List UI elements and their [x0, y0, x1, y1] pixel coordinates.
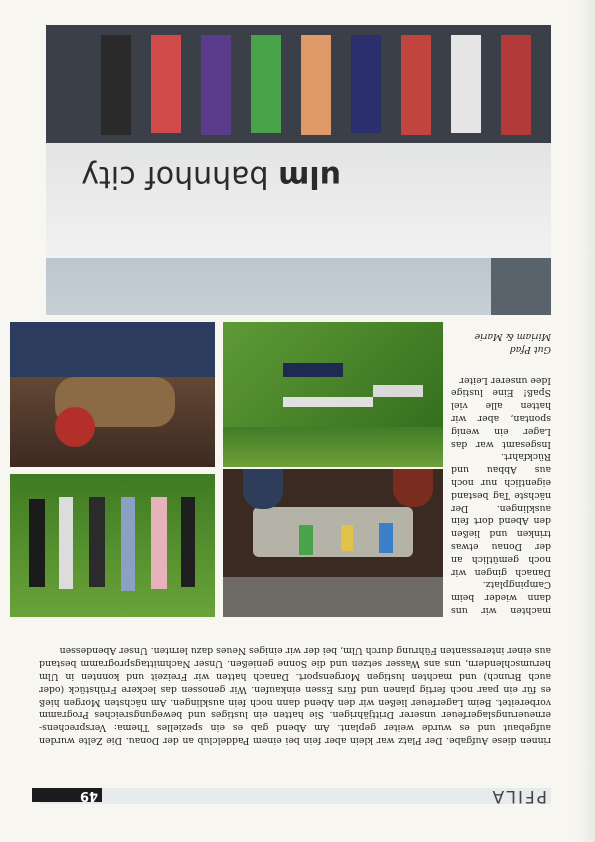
article-body [39, 644, 551, 746]
banner-text-bold: ulm [278, 159, 341, 194]
photo-dinner-table [223, 469, 443, 617]
section-label: PFILA [490, 786, 547, 806]
photo-group-at-station [46, 25, 551, 315]
station-banner [46, 142, 551, 258]
banner-text-prefix: city [81, 159, 136, 194]
header-band [39, 788, 551, 804]
banner-text [81, 159, 341, 194]
banner-text-rest: bahnhof [145, 159, 269, 194]
photo-firewood [10, 322, 215, 467]
column-paragraph: machten wir uns dann wieder beim Campingplatz. Danach gingen wir noch gemütlich an der Donau etwas trinken und ließen den Abend dort fein ausklingen. Der nächste Tag bestand eigentlich nur noch aus Abbau und Rückfahrt. Insgesamt war das Lager ein wenig spontan, aber wir hatten alle viel Spaß! Eine lustige Idee unserer Leiter [451, 374, 551, 616]
signature [451, 329, 551, 355]
article-paragraph: rinnen diese Aufgabe. Der Platz war klein aber fein bei einem Paddelclub an der Donau. Die Zelte wurden aufgebaut und es wurde weiter geplant. Am Abend gab es ein spezielles Thema: Versprechens-erneuerungslagerfeuer unserer Drittjährigen. Sie hatten ein lustiges und bewegungsreiches Programm vorbereitet. Beim Lagerfeuer ließen wir den Abend dann noch fein ausklingen. Am nächsten Morgen hieß es für ein paar noch fertig planen und fürs Essen einkaufen. Wir genossen das leckere Frühstück (oder auch Brunch) und machten lustigen Morgensport. Danach hatten wir Freizeit und konnten in Ulm herumschlendern, uns ans Wasser setzen und die Sonne genießen. Unser Nachmittagsprogramm bestand aus einer interessanten Führung durch Ulm, bei der wir einiges Neues dazu lernten. Unser Abendessen [39, 645, 551, 746]
signature-greeting: Gut Pfad [509, 344, 551, 355]
article-column [451, 373, 551, 616]
photo-group-on-lawn [10, 474, 215, 617]
signature-names: Miriam & Marie [474, 331, 551, 343]
page-number: 49 [79, 788, 98, 803]
photo-circle-on-grass [223, 322, 443, 467]
